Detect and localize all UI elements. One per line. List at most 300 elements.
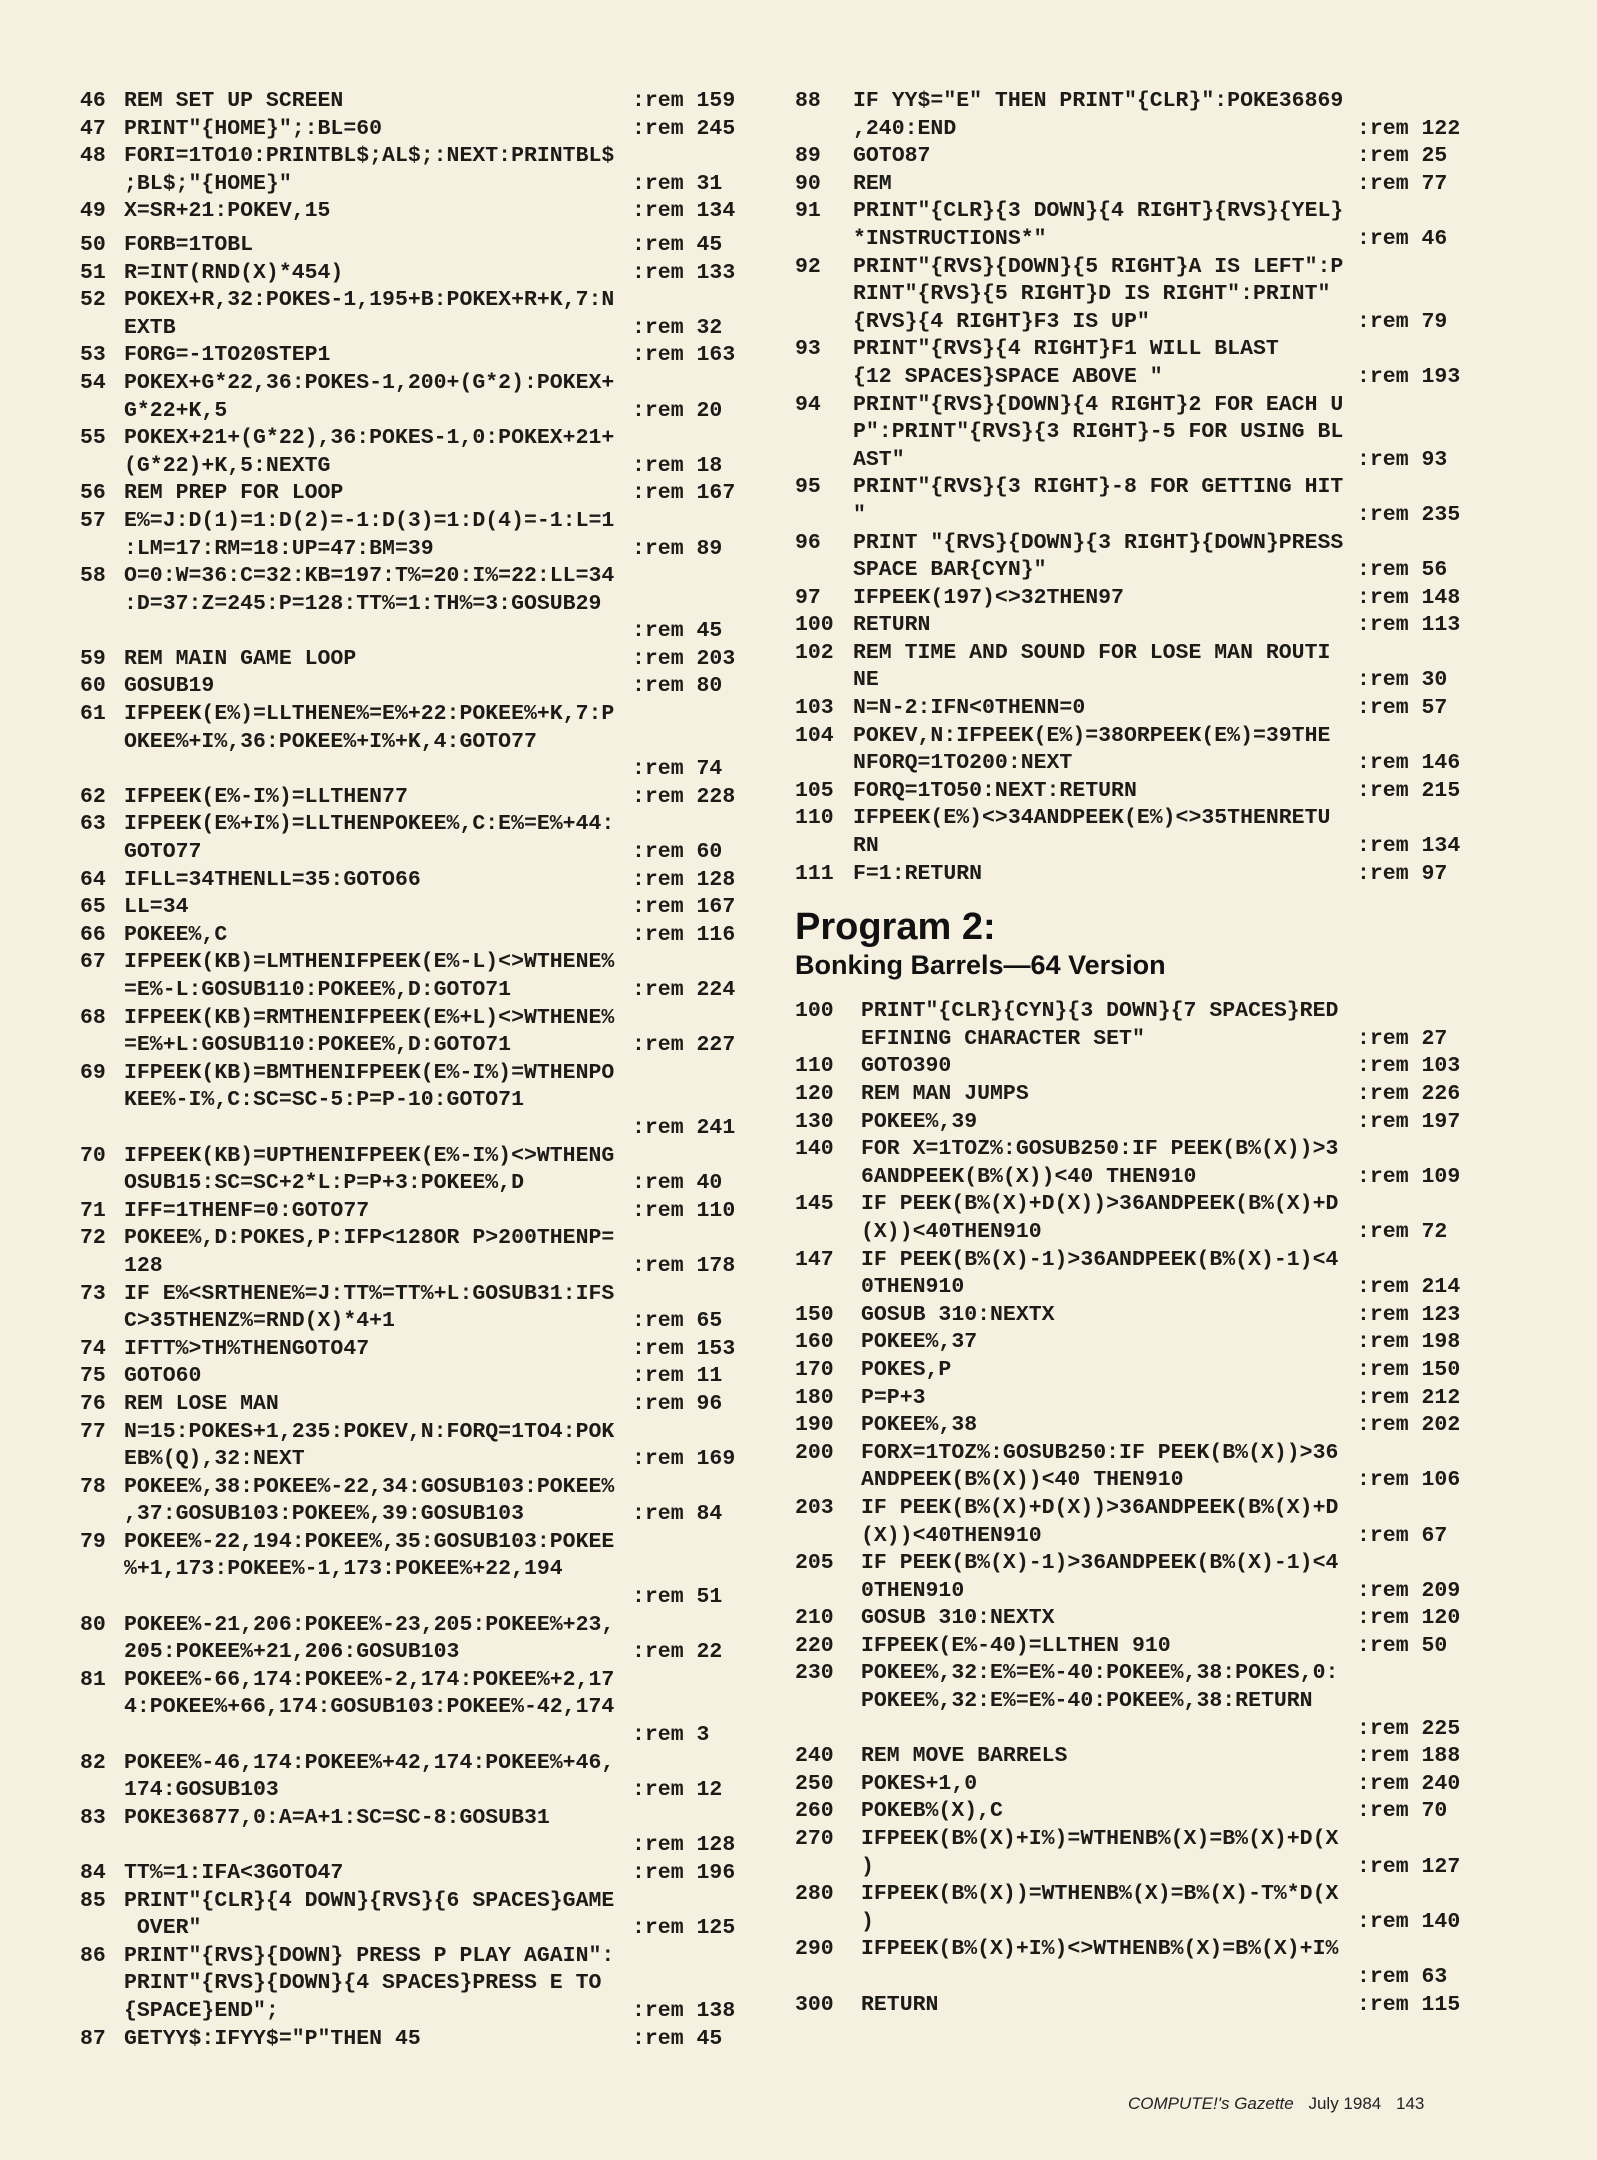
checksum-rem <box>632 287 760 315</box>
line-number: 290 <box>795 1937 834 1962</box>
line-body <box>853 336 1485 391</box>
line-body <box>861 1329 1485 1357</box>
line-number: 203 <box>795 1495 834 1520</box>
code-line <box>80 949 760 1004</box>
checksum-rem: :rem 245 <box>632 116 736 141</box>
code-row <box>853 502 1485 530</box>
checksum-rem: :rem 120 <box>1357 1606 1461 1631</box>
line-number: 79 <box>80 1529 106 1554</box>
code-text: IFPEEK(E%-I%)=LLTHEN77 <box>124 784 408 809</box>
code-row <box>124 453 760 481</box>
code-line <box>80 508 760 563</box>
code-row <box>124 1501 760 1529</box>
code-text: EB%(Q),32:NEXT <box>124 1447 305 1472</box>
code-row <box>861 1385 1485 1413</box>
code-line <box>80 232 760 260</box>
line-body <box>124 480 760 508</box>
line-body <box>861 1357 1485 1385</box>
code-text: KEE%-I%,C:SC=SC-5:P=P-10:GOTO71 <box>124 1088 524 1113</box>
line-body <box>861 1136 1485 1191</box>
code-text: FORQ=1TO50:NEXT:RETURN <box>853 778 1137 803</box>
code-line <box>795 1743 1485 1771</box>
checksum-rem: :rem 209 <box>1357 1578 1461 1603</box>
checksum-rem: :rem 125 <box>632 1916 736 1941</box>
code-line <box>80 370 760 425</box>
code-line <box>80 1805 760 1860</box>
line-body <box>861 1881 1485 1936</box>
line-body <box>124 1860 760 1888</box>
code-text: POKEE%-46,174:POKEE%+42,174:POKEE%+46, <box>124 1750 615 1775</box>
line-body <box>124 1943 760 2026</box>
code-row <box>853 88 1485 116</box>
checksum-rem: :rem 113 <box>1357 613 1461 638</box>
checksum-rem: :rem 188 <box>1357 1744 1461 1769</box>
checksum-rem: :rem 80 <box>632 674 723 699</box>
line-number: 103 <box>795 696 834 721</box>
code-text: FORI=1TO10:PRINTBL$;AL$;:NEXT:PRINTBL$ <box>124 144 615 169</box>
line-number: 190 <box>795 1413 834 1438</box>
code-text: PRINT"{RVS}{DOWN}{5 RIGHT}A IS LEFT":P <box>853 254 1344 279</box>
code-text: ;BL$;"{HOME}" <box>124 171 292 196</box>
code-text: P":PRINT"{RVS}{3 RIGHT}-5 FOR USING BL <box>853 420 1344 445</box>
code-row <box>853 530 1485 558</box>
line-body <box>124 508 760 563</box>
code-row <box>124 198 760 226</box>
code-line <box>80 342 760 370</box>
code-row <box>124 977 760 1005</box>
code-row <box>853 171 1485 199</box>
line-number: 130 <box>795 1109 834 1134</box>
code-line <box>80 425 760 480</box>
line-number: 57 <box>80 508 106 533</box>
code-row <box>853 474 1485 502</box>
code-row <box>124 398 760 426</box>
checksum-rem: :rem 150 <box>1357 1357 1461 1382</box>
line-body <box>124 1667 760 1750</box>
code-line <box>80 1336 760 1364</box>
code-line <box>80 646 760 674</box>
code-row <box>124 563 760 591</box>
code-text: (X))<40THEN910 <box>861 1523 1042 1548</box>
code-text: =E%-L:GOSUB110:POKEE%,D:GOTO71 <box>124 978 512 1002</box>
checksum-rem: :rem 30 <box>1357 668 1448 693</box>
line-body <box>124 425 760 480</box>
code-text: {SPACE}END"; <box>124 1998 279 2023</box>
code-line <box>80 894 760 922</box>
checksum-rem: :rem 3 <box>632 1723 710 1748</box>
checksum-rem: :rem 134 <box>1357 834 1461 859</box>
code-row <box>853 695 1485 723</box>
code-line <box>795 530 1485 585</box>
code-text: FORB=1TOBL <box>124 232 254 257</box>
code-row <box>124 232 760 260</box>
code-text: POKES,P <box>861 1357 952 1382</box>
code-row <box>861 1081 1485 1109</box>
line-body <box>124 922 760 950</box>
code-text: PRINT"{CLR}{CYN}{3 DOWN}{7 SPACES}RED <box>861 999 1339 1024</box>
code-text <box>861 1716 1357 1744</box>
checksum-rem <box>1357 88 1485 116</box>
code-text: PRINT"{RVS}{DOWN}{4 SPACES}PRESS E TO <box>124 1971 602 1996</box>
checksum-rem <box>1357 1440 1485 1468</box>
code-text: POKEE%-21,206:POKEE%-23,205:POKEE%+23, <box>124 1612 615 1637</box>
footer-page-number: 143 <box>1395 2094 1425 2113</box>
code-line <box>80 198 760 226</box>
code-row <box>124 370 760 398</box>
code-row <box>853 612 1485 640</box>
line-number: 97 <box>795 585 821 610</box>
checksum-rem: :rem 57 <box>1357 696 1448 721</box>
code-row <box>861 1798 1485 1826</box>
code-line <box>795 1302 1485 1330</box>
code-line <box>80 1143 760 1198</box>
code-line <box>795 695 1485 723</box>
code-text <box>124 1722 632 1750</box>
line-body <box>124 1363 760 1391</box>
code-row <box>124 1032 760 1060</box>
code-text: GOTO87 <box>853 144 931 169</box>
code-line <box>795 1053 1485 1081</box>
checksum-rem: :rem 20 <box>632 398 723 423</box>
checksum-rem: :rem 84 <box>632 1502 723 1527</box>
code-line <box>795 1191 1485 1246</box>
code-text: ,37:GOSUB103:POKEE%,39:GOSUB103 <box>124 1502 524 1527</box>
code-row <box>124 260 760 288</box>
code-line <box>80 1529 760 1612</box>
line-number: 82 <box>80 1750 106 1775</box>
line-body <box>853 254 1485 337</box>
checksum-rem: :rem 241 <box>632 1115 736 1140</box>
line-number: 52 <box>80 288 106 313</box>
code-row <box>853 750 1485 778</box>
checksum-rem: :rem 148 <box>1357 585 1461 610</box>
checksum-rem: :rem 159 <box>632 89 736 113</box>
line-number: 80 <box>80 1612 106 1637</box>
checksum-rem: :rem 74 <box>632 757 723 782</box>
code-line <box>795 998 1485 1053</box>
line-body <box>853 171 1485 199</box>
code-row <box>853 392 1485 420</box>
code-row <box>861 1026 1485 1054</box>
footer-magazine: COMPUTE!'s Gazette <box>1128 2094 1294 2113</box>
line-number: 70 <box>80 1143 106 1168</box>
code-row <box>124 1005 760 1033</box>
code-text: %+1,173:POKEE%-1,173:POKEE%+22,194 <box>124 1557 563 1582</box>
checksum-rem <box>632 729 760 757</box>
checksum-rem: :rem 202 <box>1357 1413 1461 1438</box>
line-number: 86 <box>80 1943 106 1968</box>
code-text: 0THEN910 <box>861 1578 965 1603</box>
code-text: OSUB15:SC=SC+2*L:P=P+3:POKEE%,D <box>124 1171 524 1196</box>
code-text: (G*22)+K,5:NEXTG <box>124 453 331 478</box>
line-number: 160 <box>795 1330 834 1355</box>
line-number: 260 <box>795 1799 834 1824</box>
line-body <box>124 287 760 342</box>
code-text: OVER" <box>124 1916 202 1941</box>
line-number: 71 <box>80 1198 106 1223</box>
code-row <box>853 667 1485 695</box>
checksum-rem <box>632 1419 760 1447</box>
line-number: 67 <box>80 950 106 975</box>
checksum-rem: :rem 25 <box>1357 144 1448 169</box>
code-line <box>80 287 760 342</box>
code-row <box>853 585 1485 613</box>
line-number: 250 <box>795 1771 834 1796</box>
line-body <box>861 1771 1485 1799</box>
line-body <box>861 1798 1485 1826</box>
code-row <box>861 1605 1485 1633</box>
code-text: PRINT"{RVS}{3 RIGHT}-8 FOR GETTING HIT <box>853 475 1344 500</box>
code-text: N=N-2:IFN<0THENN=0 <box>853 696 1086 721</box>
checksum-rem: :rem 77 <box>1357 171 1448 196</box>
line-number: 220 <box>795 1633 834 1658</box>
line-number: 51 <box>80 260 106 285</box>
code-line <box>80 1281 760 1336</box>
checksum-rem <box>632 143 760 171</box>
line-body <box>124 2026 760 2054</box>
checksum-rem: :rem 153 <box>632 1336 736 1361</box>
code-row <box>124 171 760 199</box>
code-row <box>124 287 760 315</box>
checksum-rem: :rem 138 <box>632 1998 736 2023</box>
checksum-rem <box>632 1087 760 1115</box>
checksum-rem <box>1357 419 1485 447</box>
code-text: GOSUB 310:NEXTX <box>861 1302 1055 1327</box>
code-line <box>795 1992 1485 2020</box>
code-text: IFLL=34THENLL=35:GOTO66 <box>124 867 421 892</box>
code-line <box>80 480 760 508</box>
line-number: 200 <box>795 1440 834 1465</box>
checksum-rem <box>1357 1881 1485 1909</box>
line-number: 94 <box>795 392 821 417</box>
code-line <box>80 1060 760 1143</box>
code-text: FORX=1TOZ%:GOSUB250:IF PEEK(B%(X))>36 <box>861 1440 1339 1465</box>
line-body <box>853 474 1485 529</box>
checksum-rem <box>632 1281 760 1309</box>
code-line <box>80 563 760 646</box>
code-row <box>861 1881 1485 1909</box>
line-body <box>853 640 1485 695</box>
checksum-rem <box>1357 254 1485 282</box>
checksum-rem <box>632 1694 760 1722</box>
code-row <box>124 116 760 144</box>
checksum-rem <box>1357 392 1485 420</box>
line-body <box>124 894 760 922</box>
code-row <box>861 1550 1485 1578</box>
checksum-rem <box>1357 530 1485 558</box>
code-text: IF PEEK(B%(X)+D(X))>36ANDPEEK(B%(X)+D <box>861 1495 1339 1520</box>
checksum-rem: :rem 40 <box>632 1171 723 1196</box>
checksum-rem <box>1357 998 1485 1026</box>
code-text: IF YY$="E" THEN PRINT"{CLR}":POKE36869 <box>853 89 1344 113</box>
code-row <box>124 867 760 895</box>
line-body <box>124 370 760 425</box>
line-number: 96 <box>795 530 821 555</box>
line-number: 53 <box>80 343 106 368</box>
code-line <box>80 1612 760 1667</box>
code-text <box>124 1115 632 1143</box>
line-body <box>861 1495 1485 1550</box>
code-text: IFPEEK(197)<>32THEN97 <box>853 585 1124 610</box>
code-row <box>853 861 1485 889</box>
code-text: RETURN <box>853 613 931 638</box>
checksum-rem: :rem 22 <box>632 1640 723 1665</box>
code-text: IFPEEK(B%(X)+I%)<>WTHENB%(X)=B%(X)+I% <box>861 1937 1339 1962</box>
code-row <box>861 1495 1485 1523</box>
code-row <box>124 143 760 171</box>
line-body <box>861 1440 1485 1495</box>
code-line <box>80 1005 760 1060</box>
line-number: 105 <box>795 778 834 803</box>
code-line <box>795 1771 1485 1799</box>
checksum-rem: :rem 123 <box>1357 1302 1461 1327</box>
code-row <box>861 1578 1485 1606</box>
code-row <box>861 1274 1485 1302</box>
code-text: R=INT(RND(X)*454) <box>124 260 344 285</box>
line-number: 78 <box>80 1474 106 1499</box>
code-line <box>795 88 1485 143</box>
checksum-rem: :rem 197 <box>1357 1109 1461 1134</box>
code-text: IF E%<SRTHENE%=J:TT%=TT%+L:GOSUB31:IFS <box>124 1281 615 1306</box>
code-text: GOTO60 <box>124 1364 202 1389</box>
line-body <box>124 811 760 866</box>
checksum-rem: :rem 89 <box>632 536 723 561</box>
line-body <box>861 1302 1485 1330</box>
code-line <box>80 867 760 895</box>
code-row <box>124 1970 760 1998</box>
line-number: 147 <box>795 1247 834 1272</box>
line-body <box>124 198 760 226</box>
line-number: 91 <box>795 199 821 224</box>
code-row <box>124 1225 760 1253</box>
code-text: IFPEEK(KB)=LMTHENIFPEEK(E%-L)<>WTHENE% <box>124 950 615 975</box>
line-body <box>124 143 760 198</box>
code-row <box>861 1909 1485 1937</box>
line-body <box>861 1633 1485 1661</box>
checksum-rem: :rem 31 <box>632 171 723 196</box>
line-number: 180 <box>795 1385 834 1410</box>
line-number: 66 <box>80 922 106 947</box>
code-row <box>124 618 760 646</box>
code-row <box>861 1688 1485 1716</box>
line-body <box>124 1391 760 1419</box>
line-number: 50 <box>80 232 106 257</box>
code-line <box>795 1798 1485 1826</box>
code-line <box>795 1660 1485 1743</box>
program2-title: Program 2: <box>795 906 996 949</box>
checksum-rem: :rem 45 <box>632 232 723 257</box>
checksum-rem <box>1357 1495 1485 1523</box>
line-number: 81 <box>80 1667 106 1692</box>
checksum-rem: :rem 226 <box>1357 1082 1461 1106</box>
code-row <box>853 805 1485 833</box>
code-line <box>795 1881 1485 1936</box>
code-text: POKEE%,32:E%=E%-40:POKEE%,38:RETURN <box>861 1689 1313 1714</box>
code-line <box>80 922 760 950</box>
code-text: RN <box>853 834 879 859</box>
code-text: RINT"{RVS}{5 RIGHT}D IS RIGHT":PRINT" <box>853 282 1331 307</box>
checksum-rem <box>632 1060 760 1088</box>
line-number: 300 <box>795 1992 834 2017</box>
line-number: 63 <box>80 812 106 837</box>
checksum-rem: :rem 215 <box>1357 778 1461 803</box>
code-text: POKES+1,0 <box>861 1771 978 1796</box>
code-row <box>124 1667 760 1695</box>
checksum-rem: :rem 11 <box>632 1364 723 1389</box>
code-text: PRINT"{HOME}";:BL=60 <box>124 116 383 141</box>
line-number: 72 <box>80 1226 106 1251</box>
code-line <box>795 1440 1485 1495</box>
line-body <box>853 88 1485 143</box>
line-number: 120 <box>795 1082 834 1106</box>
code-text: EFINING CHARACTER SET" <box>861 1026 1145 1051</box>
line-number: 102 <box>795 640 834 665</box>
line-number: 74 <box>80 1336 106 1361</box>
code-text: PRINT "{RVS}{DOWN}{3 RIGHT}{DOWN}PRESS <box>853 530 1344 555</box>
code-row <box>861 1357 1485 1385</box>
line-number: 145 <box>795 1192 834 1217</box>
code-row <box>124 1777 760 1805</box>
checksum-rem: :rem 128 <box>632 1833 736 1858</box>
code-row <box>861 1191 1485 1219</box>
checksum-rem <box>632 1143 760 1171</box>
checksum-rem: :rem 103 <box>1357 1054 1461 1079</box>
checksum-rem: :rem 212 <box>1357 1385 1461 1410</box>
checksum-rem <box>1357 1936 1485 1964</box>
checksum-rem: :rem 110 <box>632 1198 736 1223</box>
code-line <box>80 1888 760 1943</box>
code-row <box>124 342 760 370</box>
code-text: GOSUB 310:NEXTX <box>861 1606 1055 1631</box>
code-line <box>80 701 760 784</box>
code-text: POKEX+R,32:POKES-1,195+B:POKEX+R+K,7:N <box>124 288 615 313</box>
checksum-rem <box>1357 336 1485 364</box>
line-body <box>124 1529 760 1612</box>
line-body <box>861 1550 1485 1605</box>
checksum-rem <box>632 1005 760 1033</box>
checksum-rem <box>1357 281 1485 309</box>
line-body <box>861 1826 1485 1881</box>
code-line <box>80 1198 760 1226</box>
checksum-rem <box>1357 1688 1485 1716</box>
line-number: 140 <box>795 1137 834 1162</box>
code-row <box>861 1467 1485 1495</box>
checksum-rem: :rem 96 <box>632 1391 723 1416</box>
code-text: REM MAIN GAME LOOP <box>124 646 357 671</box>
code-text: 174:GOSUB103 <box>124 1778 279 1803</box>
checksum-rem: :rem 109 <box>1357 1164 1461 1189</box>
line-number: 230 <box>795 1661 834 1686</box>
code-text: F=1:RETURN <box>853 861 983 886</box>
line-number: 110 <box>795 1054 834 1079</box>
code-row <box>124 1860 760 1888</box>
code-line <box>795 1412 1485 1440</box>
code-text: 205:POKEE%+21,206:GOSUB103 <box>124 1640 460 1665</box>
code-text: POKEE%,37 <box>861 1330 978 1355</box>
line-body <box>124 1281 760 1336</box>
checksum-rem <box>1357 640 1485 668</box>
code-row <box>861 1053 1485 1081</box>
code-line <box>795 474 1485 529</box>
checksum-rem: :rem 12 <box>632 1778 723 1803</box>
checksum-rem <box>632 370 760 398</box>
checksum-rem <box>1357 1191 1485 1219</box>
code-text: (X))<40THEN910 <box>861 1219 1042 1244</box>
code-text: POKEE%-66,174:POKEE%-2,174:POKEE%+2,17 <box>124 1667 615 1692</box>
checksum-rem <box>632 701 760 729</box>
checksum-rem <box>1357 1136 1485 1164</box>
code-line <box>80 1391 760 1419</box>
